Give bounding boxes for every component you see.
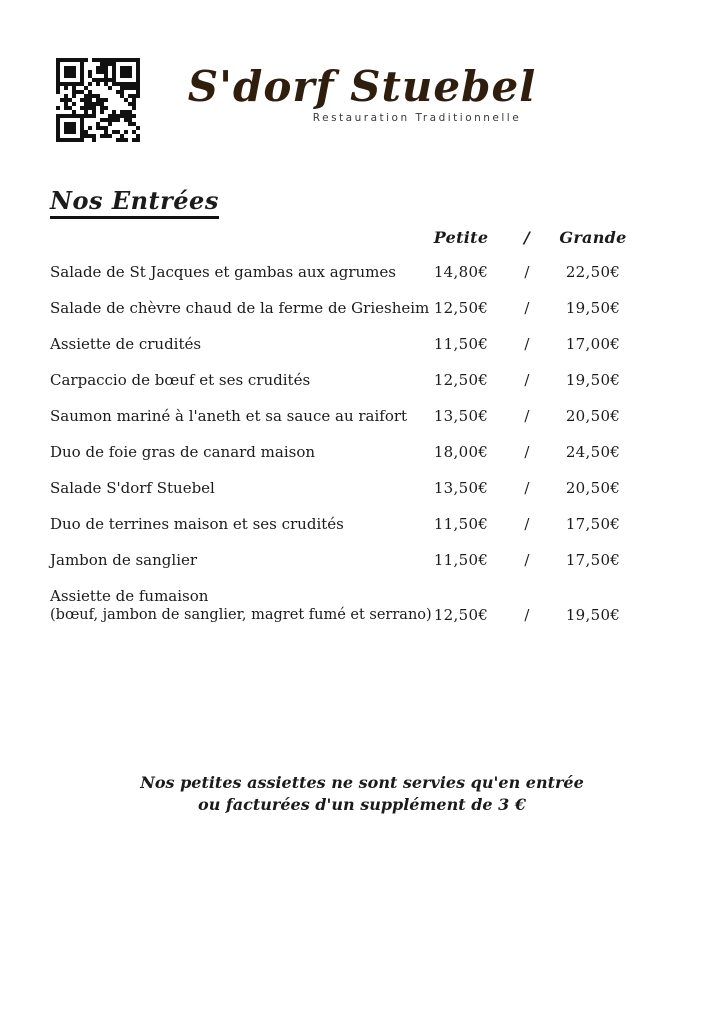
price-separator: / xyxy=(524,335,530,353)
grande-price: 20,50€ xyxy=(565,479,621,497)
price-separator: / xyxy=(524,443,530,461)
dish-name: Saumon mariné à l'aneth et sa sauce au raifort xyxy=(50,407,408,425)
grande-price: 24,50€ xyxy=(565,443,621,461)
grande-price: 22,50€ xyxy=(565,263,621,281)
dish-name: Jambon de sanglier xyxy=(50,551,198,569)
grande-price: 17,50€ xyxy=(565,515,621,533)
dish-name: Salade de chèvre chaud de la ferme de Griesheim xyxy=(50,299,430,317)
dish-name: Salade de St Jacques et gambas aux agrumes xyxy=(50,263,396,281)
menu-item-row xyxy=(50,407,636,426)
grande-price: 19,50€ xyxy=(565,299,621,317)
menu-item-row xyxy=(50,551,636,570)
menu-table xyxy=(50,228,636,642)
price-separator: / xyxy=(524,407,530,425)
petite-price: 11,50€ xyxy=(433,515,489,533)
grande-price: 17,00€ xyxy=(565,335,621,353)
price-column-headers xyxy=(50,228,636,247)
menu-item-row xyxy=(50,479,636,498)
footer-line-1: Nos petites assiettes ne sont servies qu'en entrée xyxy=(140,773,584,792)
price-separator: / xyxy=(524,479,530,497)
price-separator: / xyxy=(524,371,530,389)
menu-item-row xyxy=(50,515,636,534)
petite-price: 12,50€ xyxy=(433,606,489,624)
grande-price: 19,50€ xyxy=(565,606,621,624)
menu-item-row xyxy=(50,263,636,282)
price-separator: / xyxy=(524,515,530,533)
menu-item-row xyxy=(50,587,636,625)
dish-name: Assiette de crudités xyxy=(50,335,202,353)
petite-price: 11,50€ xyxy=(433,551,489,569)
price-separator: / xyxy=(523,228,531,247)
footer-note xyxy=(0,772,724,816)
dish-name: Salade S'dorf Stuebel xyxy=(50,479,215,497)
dish-name: Duo de terrines maison et ses crudités xyxy=(50,515,344,533)
menu-item-row xyxy=(50,335,636,354)
petite-price: 13,50€ xyxy=(433,407,489,425)
price-separator: / xyxy=(524,606,530,624)
petite-price: 11,50€ xyxy=(433,335,489,353)
column-header-petite: Petite xyxy=(433,228,489,247)
dish-name: Assiette de fumaison xyxy=(50,587,209,605)
section-title: Nos Entrées xyxy=(50,186,219,219)
menu-item-row xyxy=(50,299,636,318)
price-separator: / xyxy=(524,299,530,317)
petite-price: 12,50€ xyxy=(433,371,489,389)
petite-price: 12,50€ xyxy=(433,299,489,317)
column-header-grande: Grande xyxy=(559,228,627,247)
restaurant-name: S'dorf Stuebel xyxy=(187,62,537,111)
dish-name-block xyxy=(50,587,432,625)
footer-line-2: ou facturées d'un supplément de 3 € xyxy=(198,795,526,814)
price-separator: / xyxy=(524,263,530,281)
price-separator: / xyxy=(524,551,530,569)
grande-price: 20,50€ xyxy=(565,407,621,425)
petite-price: 14,80€ xyxy=(433,263,489,281)
menu-item-row xyxy=(50,371,636,390)
grande-price: 19,50€ xyxy=(565,371,621,389)
petite-price: 13,50€ xyxy=(433,479,489,497)
dish-note: (bœuf, jambon de sanglier, magret fumé et serrano) xyxy=(50,607,432,623)
restaurant-logo xyxy=(0,64,724,124)
grande-price: 17,50€ xyxy=(565,551,621,569)
restaurant-tagline: Restauration Traditionnelle xyxy=(312,112,522,124)
petite-price: 18,00€ xyxy=(433,443,489,461)
dish-name: Duo de foie gras de canard maison xyxy=(50,443,316,461)
menu-item-row xyxy=(50,443,636,462)
dish-name: Carpaccio de bœuf et ses crudités xyxy=(50,371,311,389)
